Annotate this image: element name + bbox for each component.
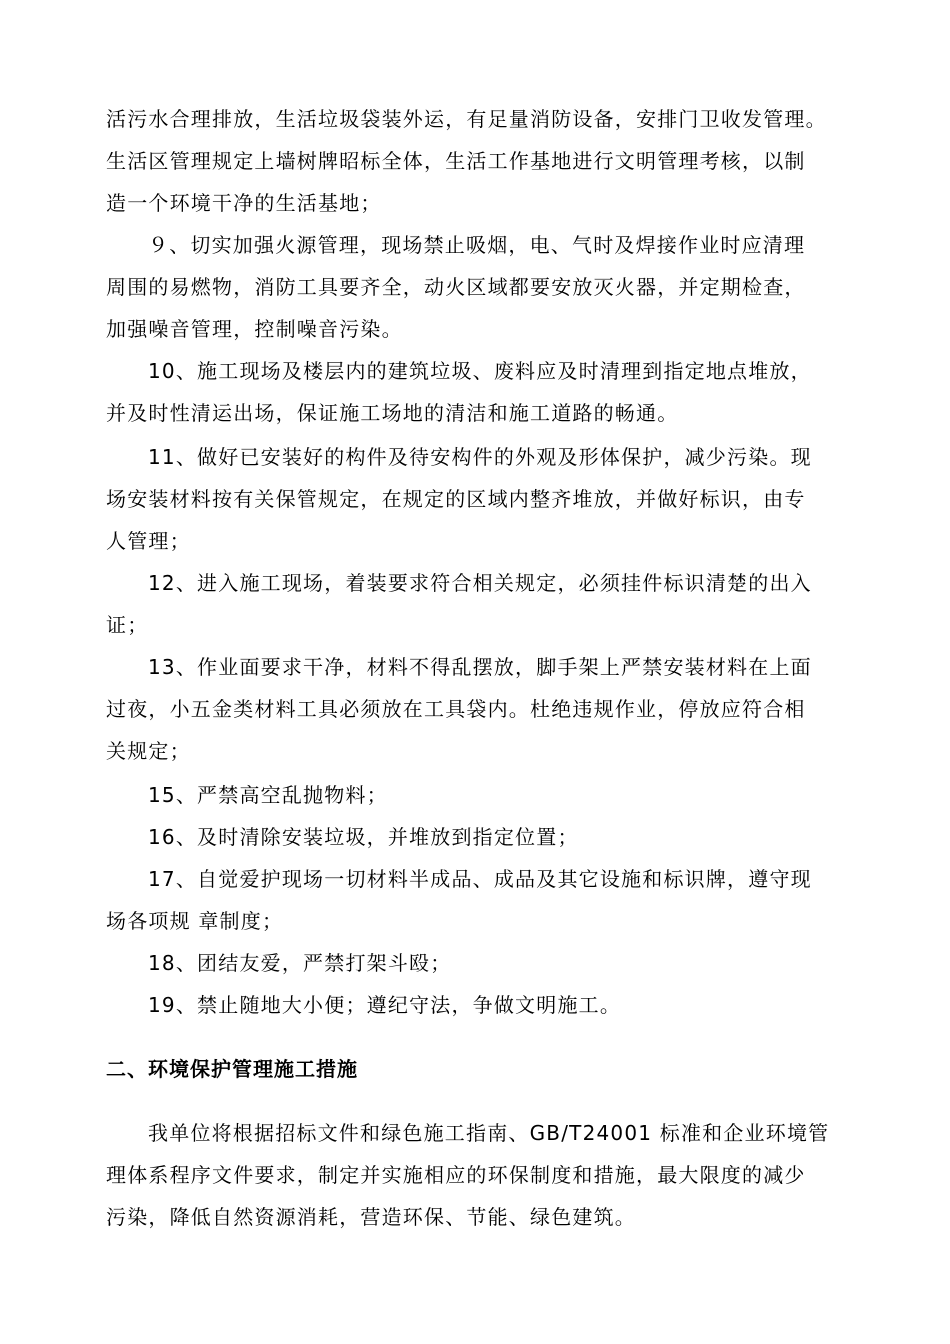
text-line: 我单位将根据招标文件和绿色施工指南、GB/T24001 标准和企业环境管 — [148, 1121, 830, 1145]
text-line: ９、切实加强火源管理，现场禁止吸烟，电、气时及焊接作业时应清理 — [148, 233, 806, 257]
section-heading: 二、环境保护管理施工措施 — [106, 1057, 358, 1081]
text-line: 19、禁止随地大小便；遵纪守法，争做文明施工。 — [148, 993, 622, 1017]
text-line: 15、严禁高空乱抛物料； — [148, 783, 388, 807]
text-line: 11、做好已安装好的构件及待安构件的外观及形体保护，减少污染。现 — [148, 445, 812, 469]
text-line: 人管理； — [106, 529, 191, 553]
text-line: 加强噪音管理，控制噪音污染。 — [106, 317, 403, 341]
text-line: 理体系程序文件要求，制定并实施相应的环保制度和措施，最大限度的减少 — [106, 1163, 806, 1187]
text-line: 场各项规 章制度； — [106, 909, 284, 933]
text-line: 关规定； — [106, 739, 191, 763]
text-line: 周围的易燃物，消防工具要齐全，动火区域都要安放灭火器，并定期检查， — [106, 275, 806, 299]
text-line: 13、作业面要求干净，材料不得乱摆放，脚手架上严禁安装材料在上面 — [148, 655, 812, 679]
text-line: 17、自觉爱护现场一切材料半成品、成品及其它设施和标识牌，遵守现 — [148, 867, 812, 891]
text-line: 并及时性清运出场，保证施工场地的清洁和施工道路的畅通。 — [106, 401, 679, 425]
text-line: 场安装材料按有关保管规定，在规定的区域内整齐堆放，并做好标识，由专 — [106, 487, 806, 511]
text-line: 18、团结友爱，严禁打架斗殴； — [148, 951, 452, 975]
text-line: 12、进入施工现场，着装要求符合相关规定，必须挂件标识清楚的出入 — [148, 571, 812, 595]
text-line: 16、及时清除安装垃圾，并堆放到指定位置； — [148, 825, 579, 849]
text-line: 过夜，小五金类材料工具必须放在工具袋内。杜绝违规作业，停放应符合相 — [106, 697, 806, 721]
text-line: 证； — [106, 613, 149, 637]
text-line: 10、施工现场及楼层内的建筑垃圾、废料应及时清理到指定地点堆放， — [148, 359, 812, 383]
text-line: 污染，降低自然资源消耗，营造环保、节能、绿色建筑。 — [106, 1205, 636, 1229]
text-line: 活污水合理排放，生活垃圾袋装外运，有足量消防设备，安排门卫收发管理。 — [106, 107, 827, 131]
text-line: 生活区管理规定上墙树牌昭标全体，生活工作基地进行文明管理考核，以制 — [106, 149, 806, 173]
text-line: 造一个环境干净的生活基地； — [106, 191, 382, 215]
